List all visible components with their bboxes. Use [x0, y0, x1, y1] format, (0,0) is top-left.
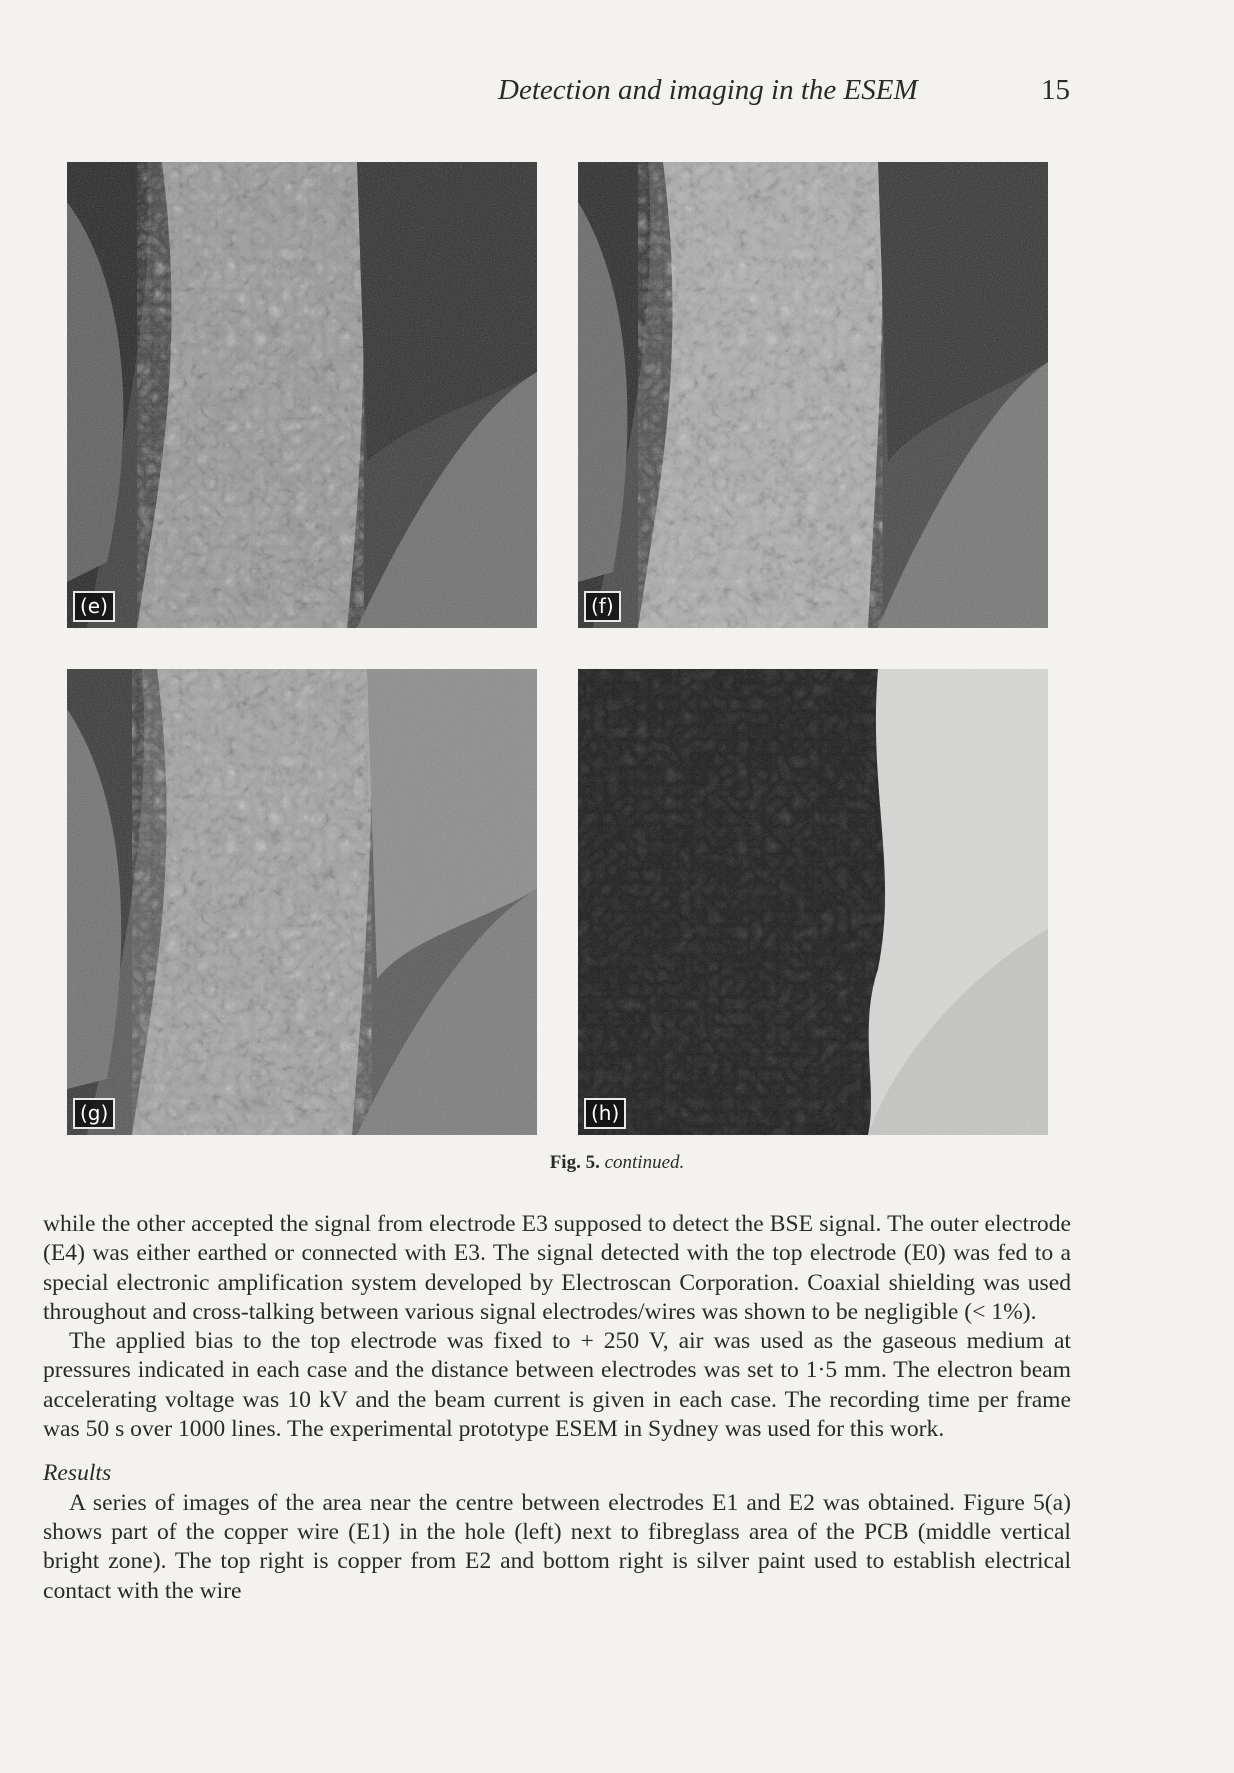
panel-label: (e) — [73, 591, 115, 622]
panel-label: (g) — [73, 1098, 115, 1129]
section-heading: Results — [43, 1460, 112, 1487]
sem-micrograph-h — [578, 669, 1048, 1135]
figure-panel-e — [67, 162, 537, 628]
figure-panel-f — [578, 162, 1048, 628]
page-header — [490, 74, 1070, 114]
paragraph: The applied bias to the top electrode was fixed to + 250 V, air was used as the gaseous medium at pressures indicated in each case and the distance between electrodes was set to 1·5 mm. The electron beam accelerating voltage was 10 kV and the beam current is given in each case. The recording time per frame was 50 s over 1000 lines. The experimental prototype ESEM in Sydney was used for this work. — [43, 1328, 1071, 1443]
sem-micrograph-e — [67, 162, 537, 628]
running-title: Detection and imaging in the ESEM — [498, 74, 918, 106]
body-text — [43, 1210, 1071, 1606]
panel-label: (h) — [584, 1098, 626, 1129]
figure-panel-h — [578, 669, 1048, 1135]
sem-micrograph-f — [578, 162, 1048, 628]
figure-panel-g — [67, 669, 537, 1135]
caption-number: Fig. 5. — [549, 1152, 600, 1173]
paragraph: while the other accepted the signal from electrode E3 supposed to detect the BSE signal. The outer electrode (E4) was either earthed or connected with E3. The signal detected with the top electrode (E0) was fed to a special electronic amplification system developed by Electroscan Corporation. Coaxial shielding was used throughout and cross-talking between various signal electrodes/wires was shown to be negligible (< 1%). — [43, 1211, 1071, 1325]
panel-label: (f) — [584, 591, 621, 622]
page-number: 15 — [1041, 74, 1070, 106]
sem-micrograph-g — [67, 669, 537, 1135]
caption-text: continued. — [604, 1152, 685, 1173]
paragraph: A series of images of the area near the centre between electrodes E1 and E2 was obtained. Figure 5(a) shows part of the copper wire (E1) in the hole (left) next to fibreglass area of the PCB (middle vertical bright zone). The top right is copper from E2 and bottom right is silver paint used to establish electrical contact with the wire — [43, 1489, 1071, 1604]
figure-caption — [0, 1152, 1234, 1174]
